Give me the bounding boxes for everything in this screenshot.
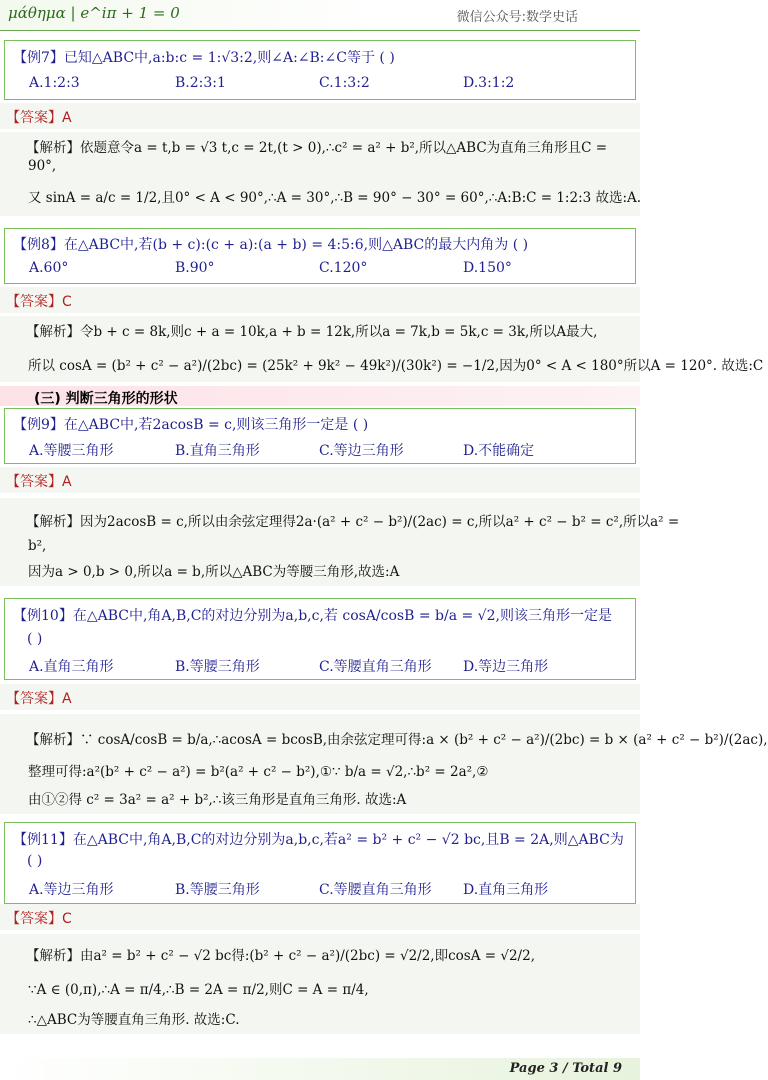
section-title: (三) 判断三角形的形状 (34, 391, 178, 407)
example-8-option-b: B.90° (175, 260, 215, 276)
example-8-question: 【例8】在△ABC中,若(b + c):(c + a):(a + b) = 4:5:6,则△ABC的最大内角为 ( ) (13, 237, 529, 253)
example-11-question-paren: ( ) (27, 853, 43, 869)
example-7-option-d: D.3:1:2 (463, 75, 515, 91)
example-10-option-a: A.直角三角形 (29, 659, 114, 675)
example-10-answer-bar (0, 684, 640, 710)
example-7-solution-line: 又 sinA = a/c = 1/2,且0° < A < 90°,∴A = 30°,∴B = 90° − 30° = 60°,∴A:B:C = 1:2:3 故选:A. (28, 190, 642, 206)
example-11-solution (0, 934, 640, 1034)
example-10-solution (0, 714, 768, 814)
example-9-option-a: A.等腰三角形 (29, 443, 114, 459)
example-11-solution-line: 【解析】由a² = b² + c² − √2 bc得:(b² + c² − a²)/(2bc) = √2/2,即cosA = √2/2, (26, 948, 535, 964)
example-10-solution-line: 由①②得 c² = 3a² = a² + b²,∴该三角形是直角三角形. 故选:A (28, 792, 407, 808)
example-11-answer-bar (0, 904, 640, 930)
example-11-option-a: A.等边三角形 (29, 882, 114, 898)
example-11-option-b: B.等腰三角形 (175, 882, 260, 898)
example-9-answer: 【答案】A (6, 474, 72, 490)
example-7-answer: 【答案】A (6, 110, 72, 126)
example-7-answer-bar (0, 103, 640, 129)
example-7-option-b: B.2:3:1 (175, 75, 226, 91)
header-logo: μάθημα | e^iπ + 1 = 0 (8, 4, 180, 22)
example-7-option-c: C.1:3:2 (319, 75, 370, 91)
example-9-solution-line: b², (28, 538, 47, 554)
example-10-solution-line: 【解析】∵ cosA/cosB = b/a,∴acosA = bcosB,由余弦定理可得:a × (b² + c² − a²)/(2bc) = b × (a² + c² − b²)/(2ac), (26, 732, 768, 748)
example-7-solution-line: 【解析】依题意令a = t,b = √3 t,c = 2t,(t > 0),∴c² = a² + b²,所以△ABC为直角三角形且C = (26, 140, 608, 156)
example-7-option-a: A.1:2:3 (29, 75, 80, 91)
example-11-solution-line: ∴△ABC为等腰直角三角形. 故选:C. (28, 1012, 240, 1028)
example-9-question-box (4, 408, 636, 464)
example-8-solution (0, 316, 764, 382)
example-9-question: 【例9】在△ABC中,若2acosB = c,则该三角形一定是 ( ) (13, 417, 369, 433)
example-11-question: 【例11】在△ABC中,角A,B,C的对边分别为a,b,c,若a² = b² + c² − √2 bc,且B = 2A,则△ABC为 (13, 832, 624, 848)
example-9-option-d: D.不能确定 (463, 443, 535, 459)
example-8-option-c: C.120° (319, 260, 368, 276)
example-7-solution (0, 132, 640, 216)
example-11-solution-line: ∵A ∈ (0,π),∴A = π/4,∴B = 2A = π/2,则C = A = π/4, (28, 982, 369, 998)
section-heading (0, 386, 640, 406)
example-10-question-paren: ( ) (27, 631, 43, 647)
example-10-option-b: B.等腰三角形 (175, 659, 260, 675)
example-10-answer: 【答案】A (6, 691, 72, 707)
example-8-answer-bar (0, 287, 640, 313)
example-7-question: 【例7】已知△ABC中,a:b:c = 1:√3:2,则∠A:∠B:∠C等于 ( ) (13, 50, 395, 66)
example-10-option-c: C.等腰直角三角形 (319, 659, 432, 675)
example-7-solution-line: 90°, (28, 158, 57, 174)
example-9-solution (0, 498, 680, 586)
page-footer (0, 1058, 640, 1080)
example-10-option-d: D.等边三角形 (463, 659, 549, 675)
example-11-question-box (4, 822, 636, 904)
page-header (0, 0, 640, 31)
example-11-option-d: D.直角三角形 (463, 882, 549, 898)
example-10-question-box (4, 598, 636, 680)
example-9-answer-bar (0, 467, 640, 493)
example-8-solution-line: 所以 cosA = (b² + c² − a²)/(2bc) = (25k² + 9k² − 49k²)/(30k²) = −1/2,因为0° < A < 180°所以A = 120°. 故选:C (28, 358, 764, 374)
header-wechat: 微信公众号:数学史话 (456, 10, 578, 25)
example-8-question-box (4, 228, 636, 284)
example-8-option-a: A.60° (29, 260, 69, 276)
example-8-answer: 【答案】C (6, 294, 72, 310)
example-10-solution-line: 整理可得:a²(b² + c² − a²) = b²(a² + c² − b²),①∵ b/a = √2,∴b² = 2a²,② (28, 764, 489, 780)
example-8-solution-line: 【解析】令b + c = 8k,则c + a = 10k,a + b = 12k,所以a = 7k,b = 5k,c = 3k,所以A最大, (26, 324, 598, 340)
example-9-solution-line: 【解析】因为2acosB = c,所以由余弦定理得2a·(a² + c² − b²)/(2ac) = c,所以a² + c² − b² = c²,所以a² = (26, 514, 680, 530)
example-9-option-c: C.等边三角形 (319, 443, 404, 459)
example-9-solution-line: 因为a > 0,b > 0,所以a = b,所以△ABC为等腰三角形,故选:A (28, 564, 400, 580)
example-8-option-d: D.150° (463, 260, 512, 276)
example-11-answer: 【答案】C (6, 911, 72, 927)
example-11-option-c: C.等腰直角三角形 (319, 882, 432, 898)
example-9-option-b: B.直角三角形 (175, 443, 260, 459)
page-number: Page 3 / Total 9 (509, 1061, 622, 1076)
example-10-question: 【例10】在△ABC中,角A,B,C的对边分别为a,b,c,若 cosA/cosB = b/a = √2,则该三角形一定是 (13, 608, 612, 624)
example-7-question-box (4, 40, 636, 100)
